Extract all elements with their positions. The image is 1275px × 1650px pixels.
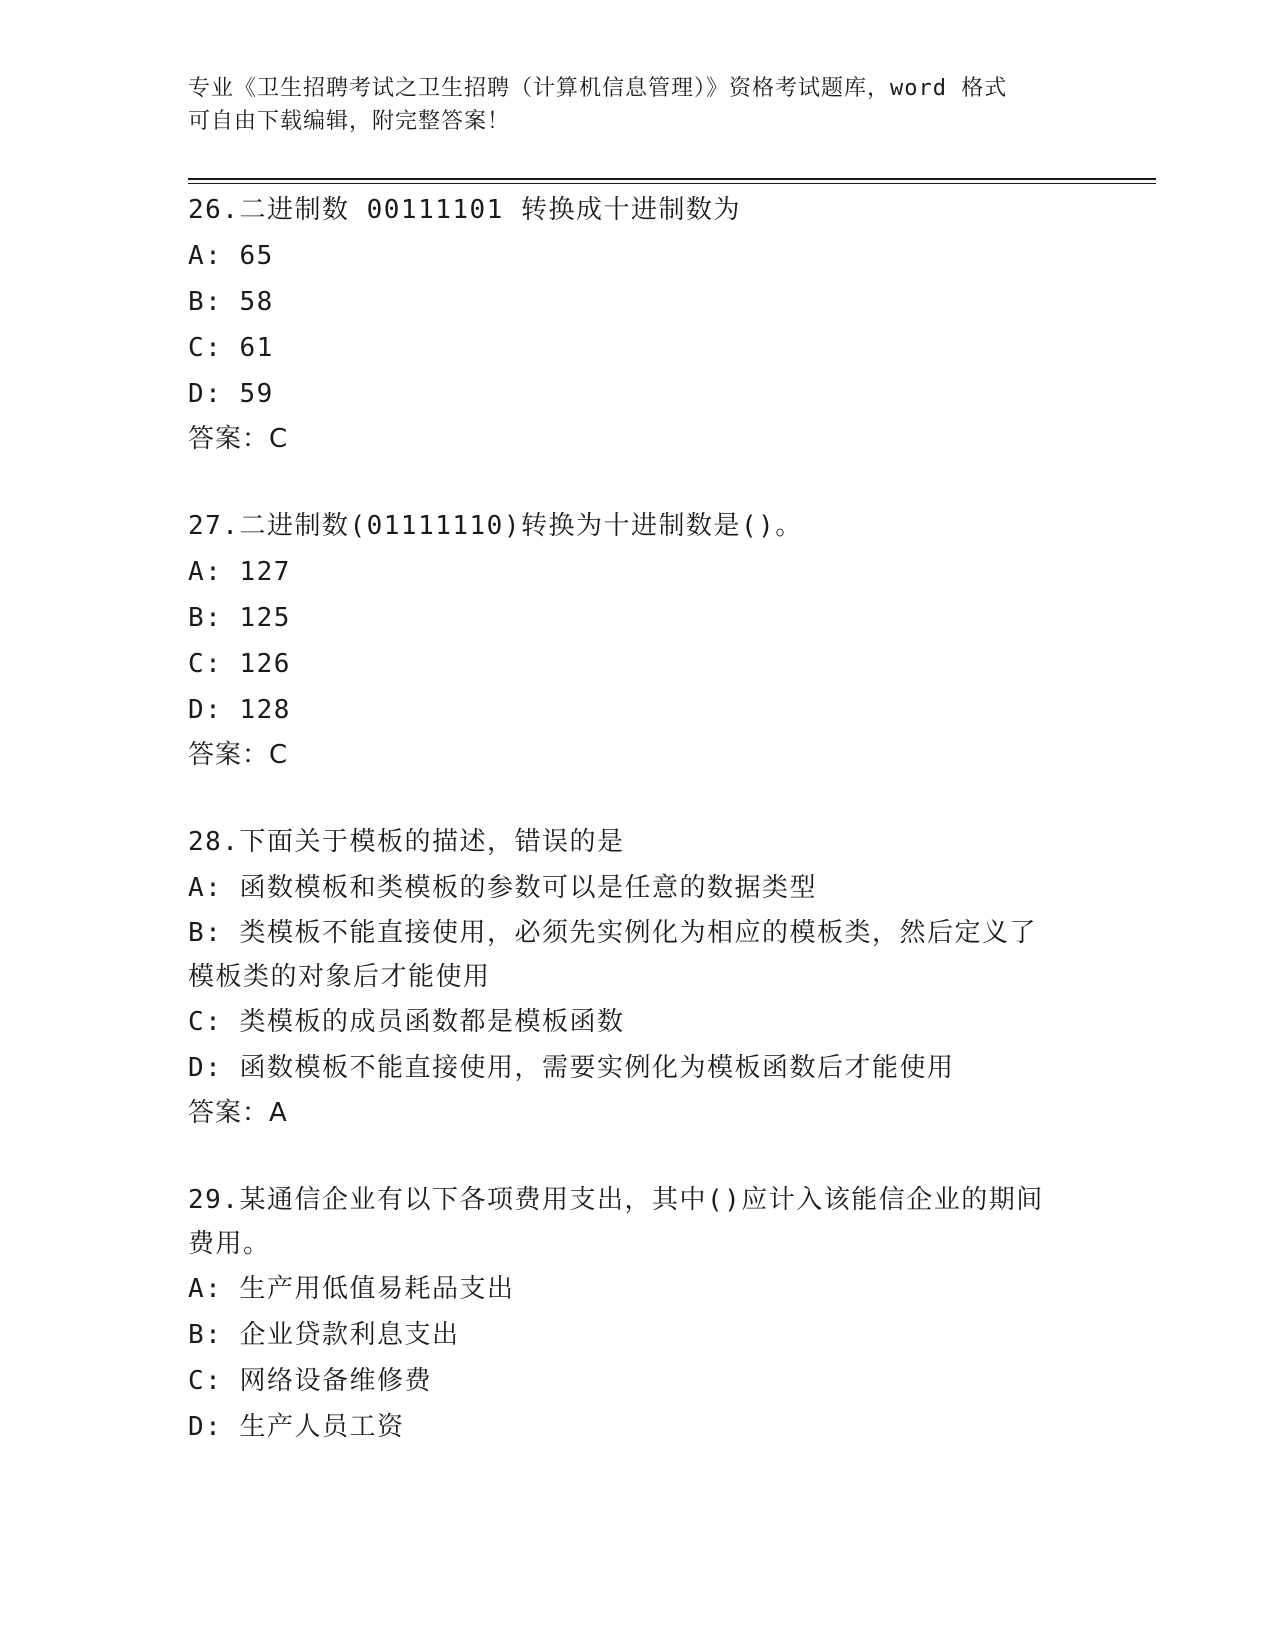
option-d: D: 128 <box>188 695 291 725</box>
option-b: B: 企业贷款利息支出 <box>188 1320 460 1350</box>
option-a: A: 127 <box>188 557 291 587</box>
question-stem: 27.二进制数(01111110)转换为十进制数是()。 <box>188 511 803 541</box>
option-a: A: 65 <box>188 241 274 271</box>
question-stem: 26.二进制数 00111101 转换成十进制数为 <box>188 195 741 225</box>
option-b: B: 类模板不能直接使用，必须先实例化为相应的模板类，然后定义了模板类的对象后才能使用 <box>188 918 1037 992</box>
header-title-line-1: 专业《卫生招聘考试之卫生招聘（计算机信息管理）》资格考试题库，word 格式 <box>188 76 1008 101</box>
option-d: D: 函数模板不能直接使用，需要实例化为模板函数后才能使用 <box>188 1053 955 1083</box>
option-c: C: 126 <box>188 649 291 679</box>
option-d: D: 生产人员工资 <box>188 1412 405 1442</box>
question-27 <box>188 504 1088 777</box>
header-title-line-2: 可自由下载编辑，附完整答案！ <box>188 109 511 134</box>
question-list <box>188 188 1088 1493</box>
header-divider-thin <box>188 183 1156 184</box>
header-divider-thick <box>188 178 1156 180</box>
option-c: C: 61 <box>188 333 274 363</box>
question-29 <box>188 1178 1088 1450</box>
option-a: A: 生产用低值易耗品支出 <box>188 1274 515 1304</box>
question-stem: 29.某通信企业有以下各项费用支出，其中()应计入该能信企业的期间费用。 <box>188 1185 1044 1259</box>
question-stem: 28.下面关于模板的描述，错误的是 <box>188 827 625 857</box>
option-b: B: 125 <box>188 603 291 633</box>
document-header <box>188 72 1088 138</box>
option-c: C: 网络设备维修费 <box>188 1366 432 1396</box>
option-d: D: 59 <box>188 379 274 409</box>
question-26 <box>188 188 1088 461</box>
option-c: C: 类模板的成员函数都是模板函数 <box>188 1007 625 1037</box>
question-28 <box>188 820 1088 1135</box>
option-b: B: 58 <box>188 287 274 317</box>
answer-line: 答案：A <box>188 1098 288 1128</box>
answer-line: 答案：C <box>188 740 289 770</box>
answer-line: 答案：C <box>188 424 289 454</box>
option-a: A: 函数模板和类模板的参数可以是任意的数据类型 <box>188 873 817 903</box>
